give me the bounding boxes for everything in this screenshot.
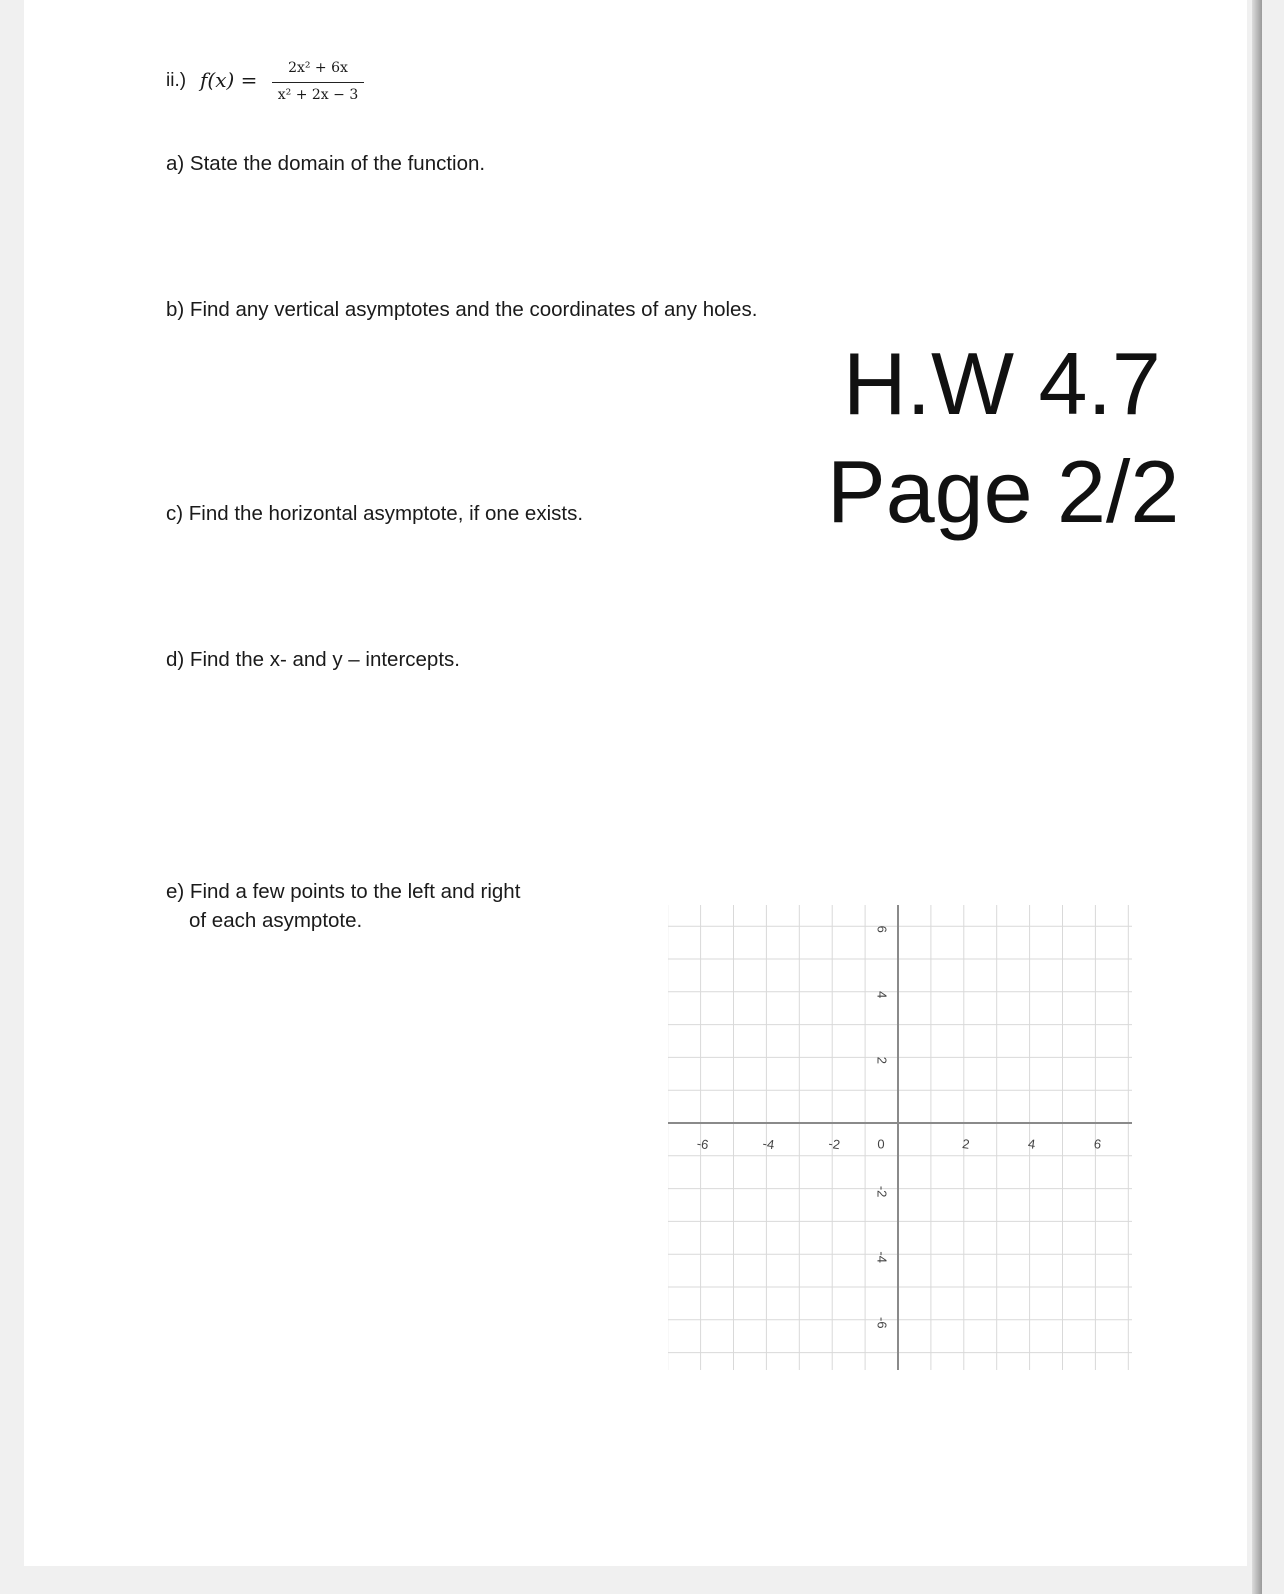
fraction-numerator: 2x² + 6x — [288, 60, 348, 76]
function-lhs: f(x) = — [200, 68, 258, 92]
hw-note-line1: H.W 4.7 — [843, 334, 1161, 433]
x-tick-label--6: -6 — [695, 1135, 710, 1153]
question-c: c) Find the horizontal asymptote, if one exists. — [166, 502, 584, 525]
fraction-bar — [272, 82, 364, 83]
x-tick-label--4: -4 — [761, 1135, 776, 1153]
x-tick-label-6: 6 — [1092, 1136, 1103, 1152]
question-e-line2: of each asymptote. — [189, 909, 363, 932]
y-tick-label-6: 6 — [874, 925, 890, 933]
hw-note-line2: Page 2/2 — [827, 442, 1180, 541]
x-tick-label-2: 2 — [961, 1136, 971, 1152]
fraction-denominator: x² + 2x − 3 — [277, 87, 359, 103]
x-tick-label-0: 0 — [877, 1136, 885, 1152]
y-tick-label--4: -4 — [874, 1251, 890, 1263]
question-a: a) State the domain of the function. — [166, 152, 486, 175]
y-tick-label--6: -6 — [874, 1317, 890, 1329]
y-tick-label-2: 2 — [874, 1056, 890, 1065]
question-b: b) Find any vertical asymptotes and the coordinates of any holes. — [166, 298, 758, 321]
y-tick-label-4: 4 — [874, 991, 890, 999]
question-e-line1: e) Find a few points to the left and right — [166, 880, 521, 903]
coordinate-grid — [668, 905, 1132, 1370]
y-tick-label--2: -2 — [874, 1185, 890, 1198]
problem-number: ii.) — [166, 70, 187, 91]
page-edge-shadow — [1252, 0, 1262, 1594]
x-tick-label-4: 4 — [1027, 1136, 1037, 1152]
question-d: d) Find the x- and y – intercepts. — [166, 648, 460, 671]
x-tick-label--2: -2 — [827, 1135, 842, 1153]
